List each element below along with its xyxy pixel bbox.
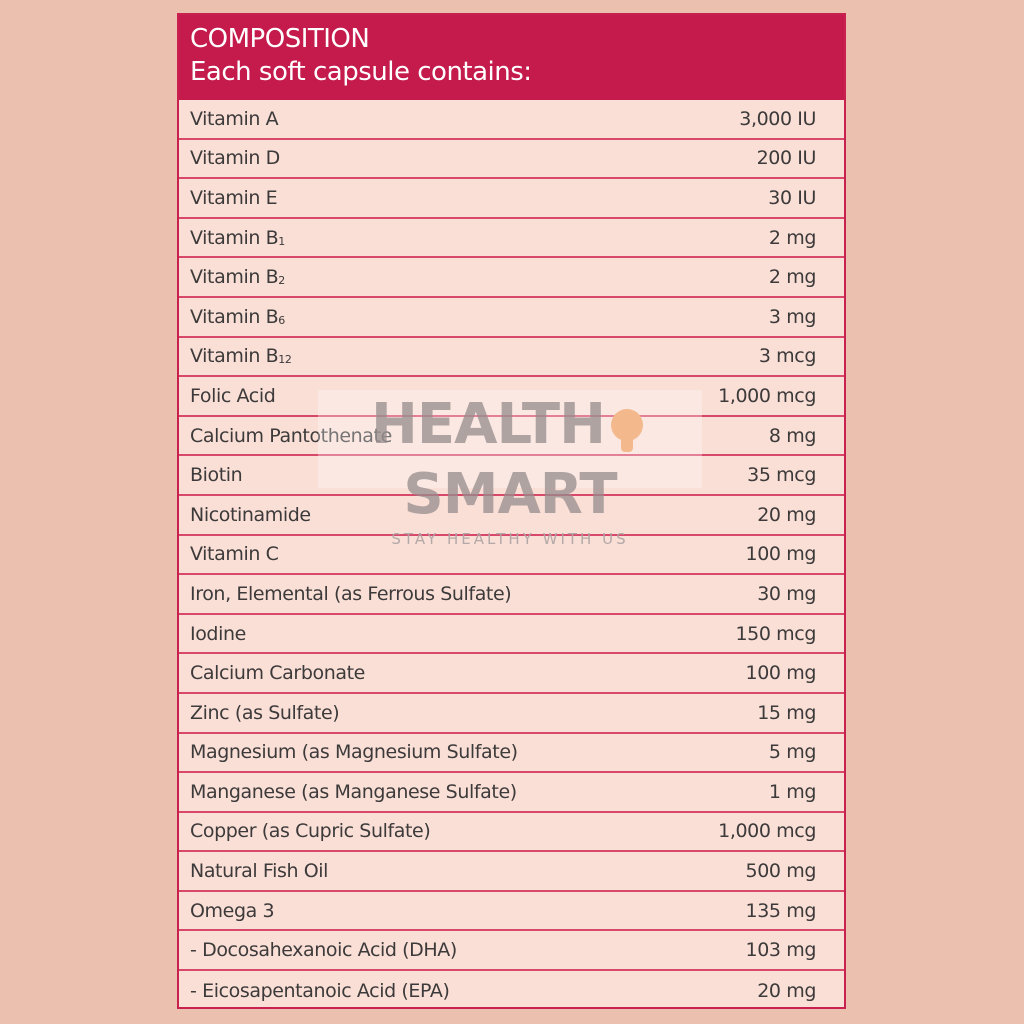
ingredient-amount: 8 mg [768,424,816,447]
ingredient-name-text: Natural Fish Oil [190,860,329,883]
ingredient-amount: 500 mg [745,860,816,883]
table-row [179,456,844,496]
ingredient-amount: 3 mcg [758,345,816,368]
table-row [179,971,844,1011]
ingredient-name-text: Calcium Carbonate [190,662,365,685]
ingredient-amount: 2 mg [768,266,816,289]
ingredient-name [190,900,274,922]
ingredient-name [190,108,278,130]
ingredient-amount: 2 mg [768,226,816,249]
ingredient-name-text: Iodine [190,622,246,645]
table-row [179,496,844,536]
ingredient-subscript: 6 [278,313,285,327]
ingredient-name [190,623,246,645]
ingredient-amount: 30 IU [768,186,816,209]
ingredient-name [190,227,285,249]
ingredient-amount: 150 mcg [735,622,816,645]
ingredient-name [190,504,311,526]
watermark-right-word: SMART [403,462,617,527]
table-row [179,654,844,694]
watermark-left-word: HEALTH [371,392,605,457]
ingredient-name-text: Biotin [190,464,243,487]
table-row [179,931,844,971]
composition-list [179,100,844,1011]
ingredient-name [190,543,279,565]
ingredient-name [190,345,291,367]
ingredient-name-text: Nicotinamide [190,503,311,526]
table-row [179,298,844,338]
ingredient-amount: 100 mg [745,543,816,566]
ingredient-name-text: Vitamin B [190,345,279,368]
composition-title: COMPOSITION [190,24,370,54]
composition-subtitle: Each soft capsule contains: [190,57,532,87]
ingredient-name [190,464,242,486]
ingredient-amount: 100 mg [745,662,816,685]
ingredient-name [190,781,517,803]
table-row [179,100,844,140]
composition-panel [177,13,846,1009]
ingredient-name-text: Vitamin B [190,305,279,328]
ingredient-subscript: 12 [278,353,292,367]
ingredient-amount: 1 mg [768,780,816,803]
ingredient-name-text: Manganese (as Manganese Sulfate) [190,780,517,803]
table-row [179,140,844,180]
ingredient-name [190,820,430,842]
table-row [179,258,844,298]
ingredient-amount: 20 mg [757,979,816,1002]
ingredient-amount: 103 mg [745,939,816,962]
table-row [179,773,844,813]
ingredient-name [190,385,275,407]
composition-header [179,15,844,100]
ingredient-amount: 20 mg [757,503,816,526]
ingredient-name-text: Vitamin A [190,107,279,130]
watermark-tagline: STAY HEALTHY WITH US [391,530,629,548]
ingredient-name [190,702,339,724]
ingredient-name-text: Calcium Pantothenate [190,424,392,447]
ingredient-name-text: Vitamin B [190,266,279,289]
ingredient-name [190,583,511,605]
table-row [179,694,844,734]
ingredient-name [190,187,277,209]
ingredient-name-text: Vitamin B [190,226,279,249]
table-row [179,219,844,259]
ingredient-name [190,306,285,328]
ingredient-amount: 3,000 IU [739,107,816,130]
ingredient-name [190,860,328,882]
ingredient-amount: 5 mg [768,741,816,764]
ingredient-name-text: - Docosahexanoic Acid (DHA) [190,939,457,962]
table-row [179,536,844,576]
table-row [179,813,844,853]
ingredient-amount: 1,000 mcg [718,384,816,407]
ingredient-name [190,425,392,447]
table-row [179,417,844,457]
ingredient-amount: 15 mg [757,701,816,724]
ingredient-amount: 35 mcg [747,464,816,487]
ingredient-name [190,662,365,684]
table-row [179,892,844,932]
ingredient-name [190,147,280,169]
ingredient-amount: 135 mg [745,899,816,922]
ingredient-name [190,939,457,961]
ingredient-name-text: - Eicosapentanoic Acid (EPA) [190,979,450,1002]
table-row [179,852,844,892]
ingredient-amount: 30 mg [757,582,816,605]
table-row [179,734,844,774]
ingredient-name-text: Zinc (as Sulfate) [190,701,340,724]
ingredient-amount: 200 IU [756,147,816,170]
table-row [179,179,844,219]
ingredient-name-text: Folic Acid [190,384,276,407]
ingredient-amount: 1,000 mcg [718,820,816,843]
table-row [179,615,844,655]
ingredient-subscript: 2 [278,274,285,288]
ingredient-name [190,741,518,763]
ingredient-name-text: Omega 3 [190,899,275,922]
ingredient-name-text: Copper (as Cupric Sulfate) [190,820,431,843]
table-row [179,575,844,615]
ingredient-name-text: Vitamin C [190,543,279,566]
ingredient-amount: 3 mg [768,305,816,328]
ingredient-name-text: Iron, Elemental (as Ferrous Sulfate) [190,582,512,605]
ingredient-subscript: 1 [278,234,285,248]
table-row [179,338,844,378]
ingredient-name [190,980,449,1002]
ingredient-name-text: Vitamin E [190,186,278,209]
ingredient-name-text: Vitamin D [190,147,280,170]
table-row [179,377,844,417]
ingredient-name [190,266,285,288]
ingredient-name-text: Magnesium (as Magnesium Sulfate) [190,741,518,764]
